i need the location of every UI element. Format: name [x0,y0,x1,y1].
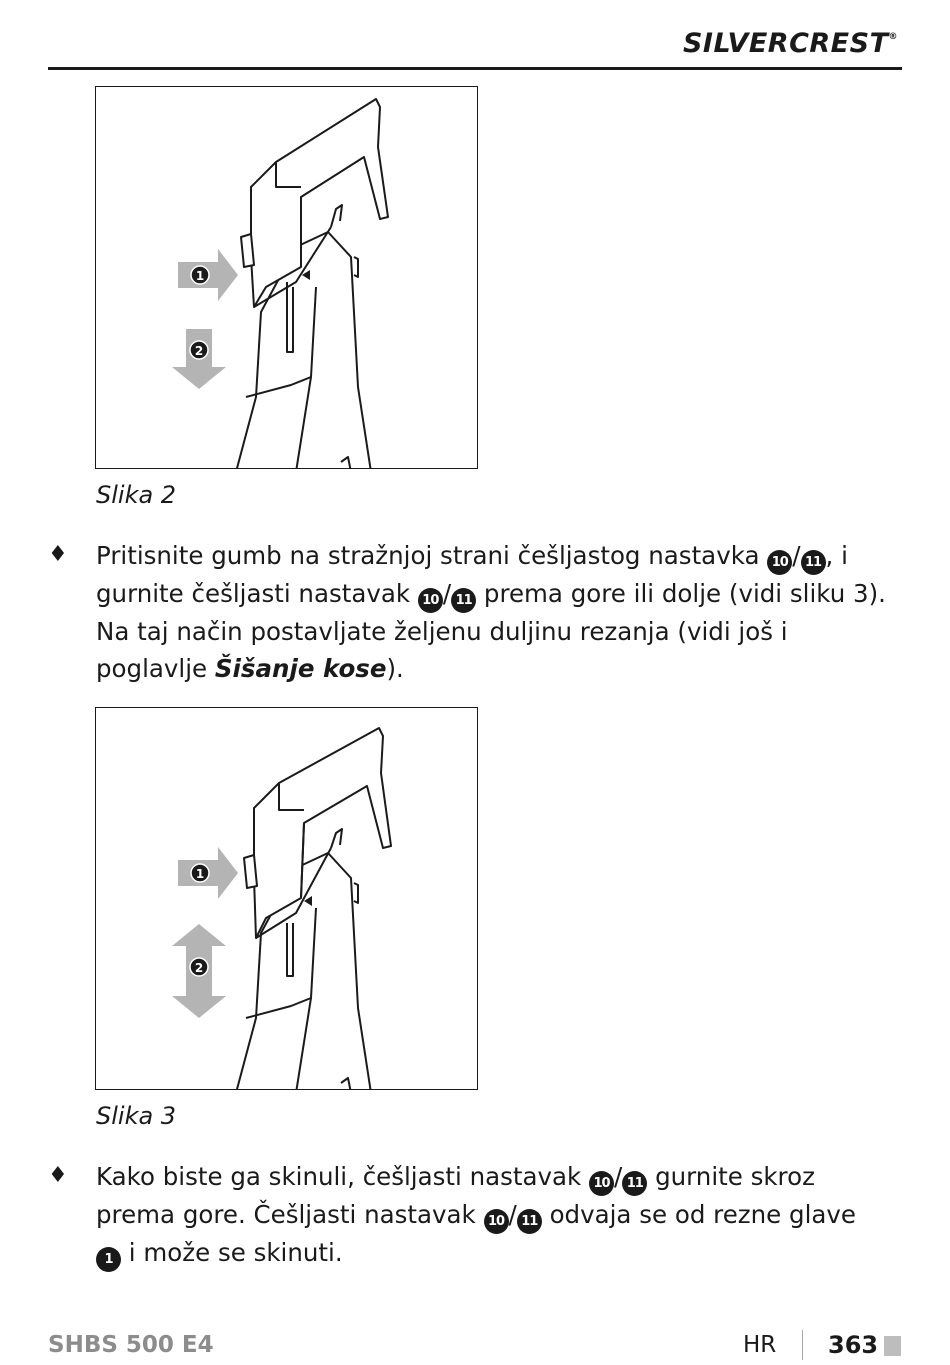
bullet-marker: ♦ [48,542,68,567]
chapter-reference: Šišanje kose [214,654,387,683]
figure-3-marker-1: 1 [195,867,205,881]
part-number-11-icon: 11 [622,1171,647,1196]
figure-2-illustration [95,86,478,469]
figure-2-marker-2: 2 [194,344,204,358]
footer-model-number: SHBS 500 E4 [48,1332,214,1358]
footer-divider [802,1330,803,1360]
footer-language: HR [743,1332,777,1358]
part-number-10-icon: 10 [418,588,443,613]
brand-logo: SILVERCREST® [682,28,898,59]
figure-2-caption: Slika 2 [96,481,177,509]
part-number-10-icon: 10 [767,550,792,575]
part-number-1-icon: 1 [96,1247,121,1272]
instruction-paragraph-2: Kako biste ga skinuli, češljasti nastavak 10 / 11 gurnite skroz prema gore. Češljasti nastavak 10 / 11 odvaja se od rezne glave 1 i može se skinuti. [96,1158,886,1272]
instruction-paragraph-1: Pritisnite gumb na stražnjoj strani češljastog nastavka 10 / 11 , i gurnite češljasti nastavak 10 / 11 prema gore ili dolje (vidi sliku 3). Na taj način postavljate željenu duljinu rezanja (vidi još i poglavlje Šišanje kose). [96,541,886,683]
header-rule [48,67,902,70]
part-number-11-icon: 11 [517,1209,542,1234]
part-number-10-icon: 10 [484,1209,509,1234]
part-number-11-icon: 11 [451,588,476,613]
part-number-10-icon: 10 [589,1171,614,1196]
footer-square-icon [884,1336,901,1356]
figure-2-marker-1: 1 [195,269,205,283]
bullet-marker: ♦ [48,1163,68,1188]
figure-3-marker-2: 2 [194,961,204,975]
part-number-11-icon: 11 [801,550,826,575]
figure-3-illustration [95,707,478,1090]
page-number: 363 [828,1331,879,1359]
figure-3-caption: Slika 3 [96,1102,177,1130]
